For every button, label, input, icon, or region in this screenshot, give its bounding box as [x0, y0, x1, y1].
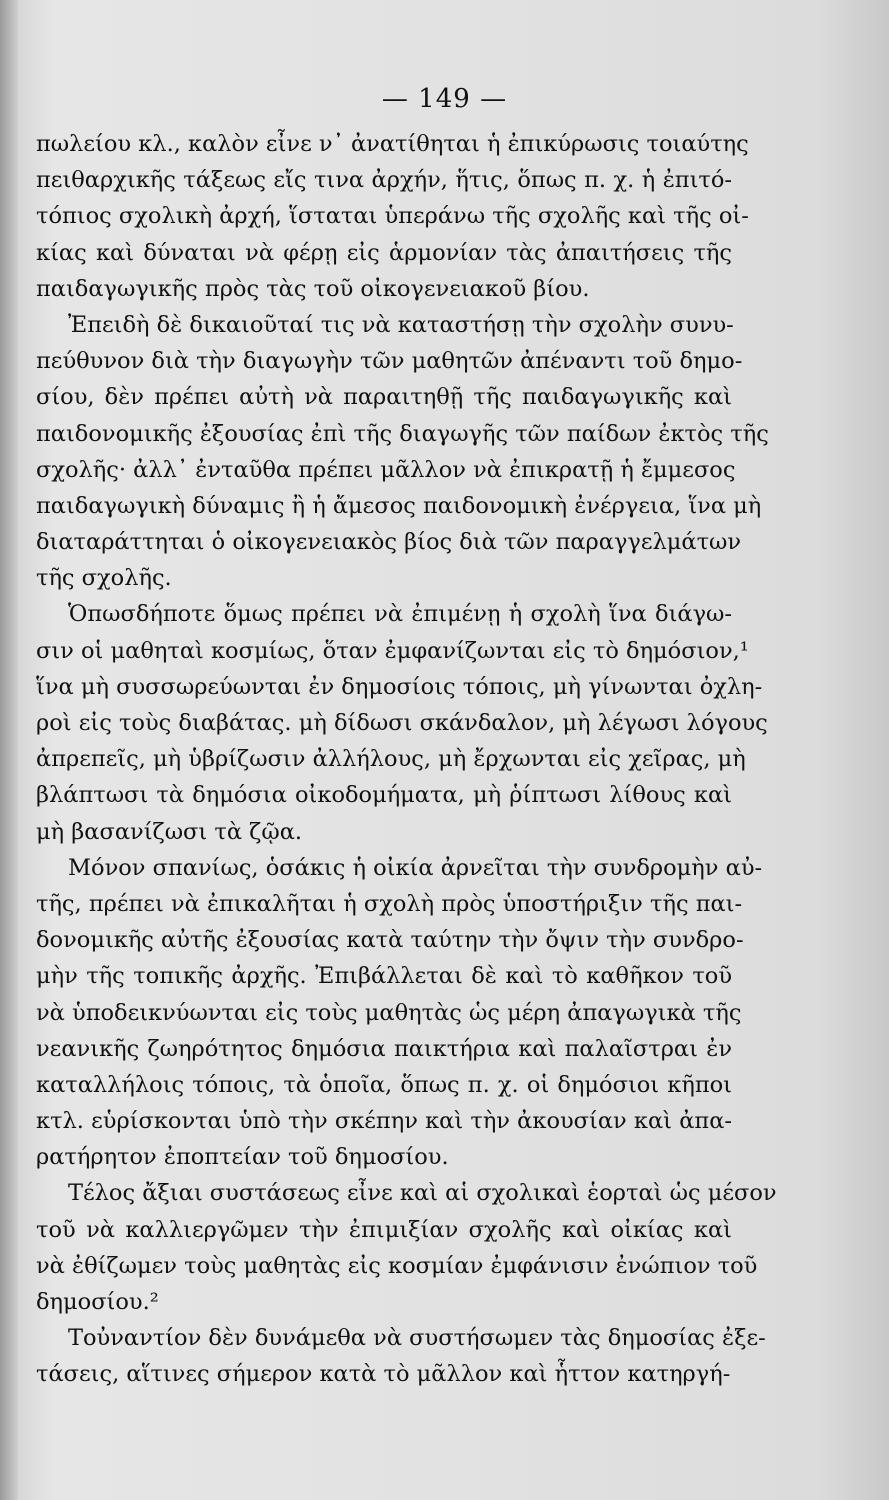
text-line: ρατήρητον ἐποπτείαν τοῦ δημοσίου. — [36, 1144, 449, 1171]
text-line: τῆς, πρέπει νὰ ἐπικαλῆται ἡ σχολὴ πρὸς ὑποστήριξιν τῆς παι- — [36, 890, 743, 917]
text-line: μὴ βασανίζωσι τὰ ζῷα. — [36, 818, 303, 845]
paragraph — [36, 307, 769, 597]
page-binding-shadow — [0, 0, 18, 1500]
text-line: παιδαγωγικὴ δύναμις ἢ ἡ ἄμεσος παιδονομικὴ ἐνέργεια, ἵνα μὴ — [36, 492, 762, 519]
text-line: Τέλος ἄξιαι συστάσεως εἶνε καὶ αἱ σχολικαὶ ἑορταὶ ὡς μέσον — [68, 1180, 777, 1207]
text-line: σιν οἱ μαθηταὶ κοσμίως, ὅταν ἐμφανίζωνται εἰς τὸ δημόσιον,¹ — [36, 637, 749, 664]
text-line: ροὶ εἰς τοὺς διαβάτας. μὴ δίδωσι σκάνδαλον, μὴ λέγωσι λόγους — [36, 710, 768, 736]
text-line: ἀπρεπεῖς, μὴ ὑβρίζωσιν ἀλλήλους, μὴ ἔρχωνται εἰς χεῖρας, μὴ — [36, 746, 746, 773]
text-line: δημοσίου.² — [36, 1289, 159, 1315]
text-line: πειθαρχικῆς τάξεως εἴς τινα ἀρχήν, ἥτις, ὅπως π. χ. ἡ ἐπιτό- — [36, 167, 732, 194]
text-line: Μόνον σπανίως, ὁσάκις ἡ οἰκία ἀρνεῖται τὴν συνδρομὴν αὐ- — [68, 854, 763, 881]
text-line: δονομικῆς αὐτῆς ἐξουσίας κατὰ ταύτην τὴν ὄψιν τὴν συνδρο- — [36, 927, 744, 954]
text-line: πεύθυνον διὰ τὴν διαγωγὴν τῶν μαθητῶν ἀπέναντι τοῦ δημο- — [36, 348, 743, 375]
text-line: διαταράττηται ὁ οἰκογενειακὸς βίος διὰ τῶν παραγγελμάτων — [36, 529, 742, 556]
text-line: κίας καὶ δύναται νὰ φέρῃ εἰς ἁρμονίαν τὰς ἀπαιτήσεις τῆς — [36, 239, 732, 266]
paragraph — [36, 850, 763, 1176]
paragraph — [36, 126, 749, 307]
text-line: τῆς σχολῆς. — [36, 565, 172, 592]
text-line: μὴν τῆς τοπικῆς ἀρχῆς. Ἐπιβάλλεται δὲ καὶ τὸ καθῆκον τοῦ — [36, 963, 732, 990]
text-line: νεανικῆς ζωηρότητος δημόσια παικτήρια καὶ παλαῖστραι ἐν — [36, 1035, 732, 1062]
text-line: παιδαγωγικῆς πρὸς τὰς τοῦ οἰκογενειακοῦ βίου. — [36, 275, 590, 302]
text-line: καταλλήλοις τόποις, τὰ ὁποῖα, ὅπως π. χ. οἱ δημόσιοι κῆποι — [36, 1071, 732, 1098]
text-line: νὰ ὑποδεικνύωνται εἰς τοὺς μαθητὰς ὡς μέρη ἀπαγωγικὰ τῆς — [36, 999, 742, 1026]
text-line: τόπιος σχολικὴ ἀρχή, ἵσταται ὑπεράνω τῆς σχολῆς καὶ τῆς οἰ- — [36, 203, 749, 230]
text-line: παιδονομικῆς ἐξουσίας ἐπὶ τῆς διαγωγῆς τῶν παίδων ἐκτὸς τῆς — [36, 420, 769, 447]
text-line: βλάπτωσι τὰ δημόσια οἰκοδομήματα, μὴ ῥίπτωσι λίθους καὶ — [36, 782, 732, 809]
text-line: Ἐπειδὴ δὲ δικαιοῦταί τις νὰ καταστήσῃ τὴν σχολὴν συνυ- — [68, 311, 734, 338]
body-text — [36, 126, 777, 1393]
text-line: ἵνα μὴ συσσωρεύωνται ἐν δημοσίοις τόποις, μὴ γίνωνται ὀχλη- — [36, 673, 763, 700]
text-line: τάσεις, αἵτινες σήμερον κατὰ τὸ μᾶλλον καὶ ἧττον κατηργή- — [36, 1361, 731, 1388]
text-line: σίου, δὲν πρέπει αὐτὴ νὰ παραιτηθῇ τῆς παιδαγωγικῆς καὶ — [36, 384, 732, 411]
text-line: τοῦ νὰ καλλιεργῶμεν τὴν ἐπιμιξίαν σχολῆς καὶ οἰκίας καὶ — [36, 1216, 732, 1243]
text-line: πωλείου κλ., καλὸν εἶνε ν᾽ ἀνατίθηται ἡ ἐπικύρωσις τοιαύτης — [36, 131, 749, 157]
text-line: κτλ. εὑρίσκονται ὑπὸ τὴν σκέπην καὶ τὴν ἀκουσίαν καὶ ἀπα- — [36, 1108, 732, 1135]
text-line: σχολῆς· ἀλλ᾽ ἐνταῦθα πρέπει μᾶλλον νὰ ἐπικρατῇ ἡ ἔμμεσος — [36, 456, 736, 483]
text-line: νὰ ἐθίζωμεν τοὺς μαθητὰς εἰς κοσμίαν ἐμφάνισιν ἐνώπιον τοῦ — [36, 1252, 758, 1279]
paragraph — [36, 1320, 766, 1392]
text-line: Ὁπωσδήποτε ὅμως πρέπει νὰ ἐπιμένῃ ἡ σχολὴ ἵνα διάγω- — [68, 601, 732, 628]
text-line: Τοὐναντίον δὲν δυνάμεθα νὰ συστήσωμεν τὰς δημοσίας ἐξε- — [68, 1325, 766, 1352]
paragraph — [36, 596, 768, 849]
paragraph — [36, 1175, 777, 1320]
page-number: — 149 — — [381, 84, 508, 114]
